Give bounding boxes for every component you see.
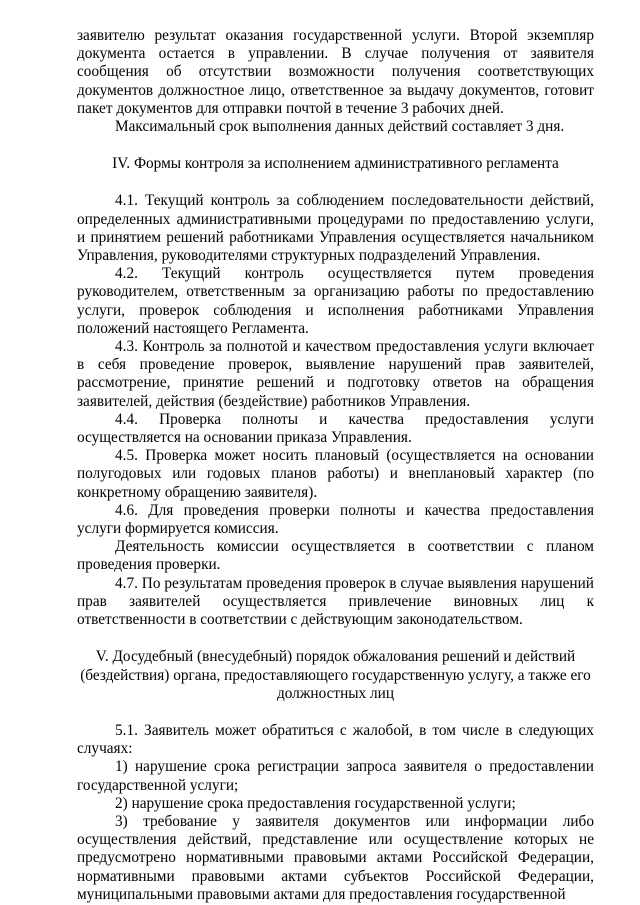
section-5-paragraph: 5.1. Заявитель может обратиться с жалобой, в том числе в следующих случаях: [77, 721, 594, 758]
section-4-paragraph: 4.6. Для проведения проверки полноты и качества предоставления услуги формируется комиссия. [77, 501, 594, 538]
section-4-body [77, 192, 594, 629]
intro-paragraph-2: Максимальный срок выполнения данных действий составляет 3 дня. [115, 118, 565, 136]
section-4-paragraph: 4.7. По результатам проведения проверок в случае выявления нарушений прав заявителей осуществляется привлечение виновных лиц к ответственности в соответствии с действующим законодательством. [77, 574, 594, 629]
section-5-heading-line: V. Досудебный (внесудебный) порядок обжалования решений и действий [95, 648, 576, 666]
section-4-paragraph: 4.3. Контроль за полнотой и качеством предоставления услуги включает в себя проведение проверок, выявление нарушений прав заявителей, рассмотрение, принятие решений и подготовку ответов на обращения заявителей, действия (бездействие) работников Управления. [77, 338, 594, 410]
section-4-paragraph: 4.4. Проверка полноты и качества предоставления услуги осуществляется на основании приказа Управления. [77, 410, 594, 447]
section-4-paragraph: 4.5. Проверка может носить плановый (осуществляется на основании полугодовых или годовых планов работы) и внеплановый характер (по конкретному обращению заявителя). [77, 447, 594, 501]
section-5-heading-line: должностных лиц [276, 684, 395, 702]
intro-paragraph-1: заявителю результат оказания государственной услуги. Второй экземпляр документа остается в управлении. В случае получения от заявителя сообщения об отсутствии возможности получения соответствующих документов должностное лицо, ответственное за выдачу документов, готовит пакет документов для отправки почтой в течение 3 рабочих дней. [77, 27, 594, 117]
section-5-paragraph: 1) нарушение срока регистрации запроса заявителя о предоставлении государственной услуги; [77, 758, 594, 794]
section-4-paragraph: Деятельность комиссии осуществляется в соответствии с планом проведения проверки. [77, 538, 594, 574]
section-5-heading [77, 648, 594, 703]
document-page [77, 27, 594, 904]
section-5-body [77, 722, 594, 904]
section-5-paragraph: 2) нарушение срока предоставления государственной услуги; [115, 794, 516, 812]
section-5-heading-line: (бездействия) органа, предоставляющего государственную услугу, а также его [80, 666, 591, 684]
section-5-paragraph: 3) требование у заявителя документов или информации либо осуществления действий, представление или осуществление которых не предусмотрено нормативными правовыми актами Российской Федерации, нормативными правовыми актами субъектов Российской Федерации, муниципальными правовыми актами для предоставления государственной [77, 812, 594, 903]
section-4-paragraph: 4.1. Текущий контроль за соблюдением последовательности действий, определенных административными процедурами по предоставлению услуги, и принятием решений работниками Управления осуществляется начальником Управления, руководителями структурных подразделений Управления. [77, 192, 594, 265]
section-4-heading: IV. Формы контроля за исполнением административного регламента [112, 155, 559, 173]
section-4-paragraph: 4.2. Текущий контроль осуществляется путем проведения руководителем, ответственным за организацию работы по предоставлению услуги, проверок соблюдения и исполнения работниками Управления положений настоящего Регламента. [77, 265, 594, 337]
